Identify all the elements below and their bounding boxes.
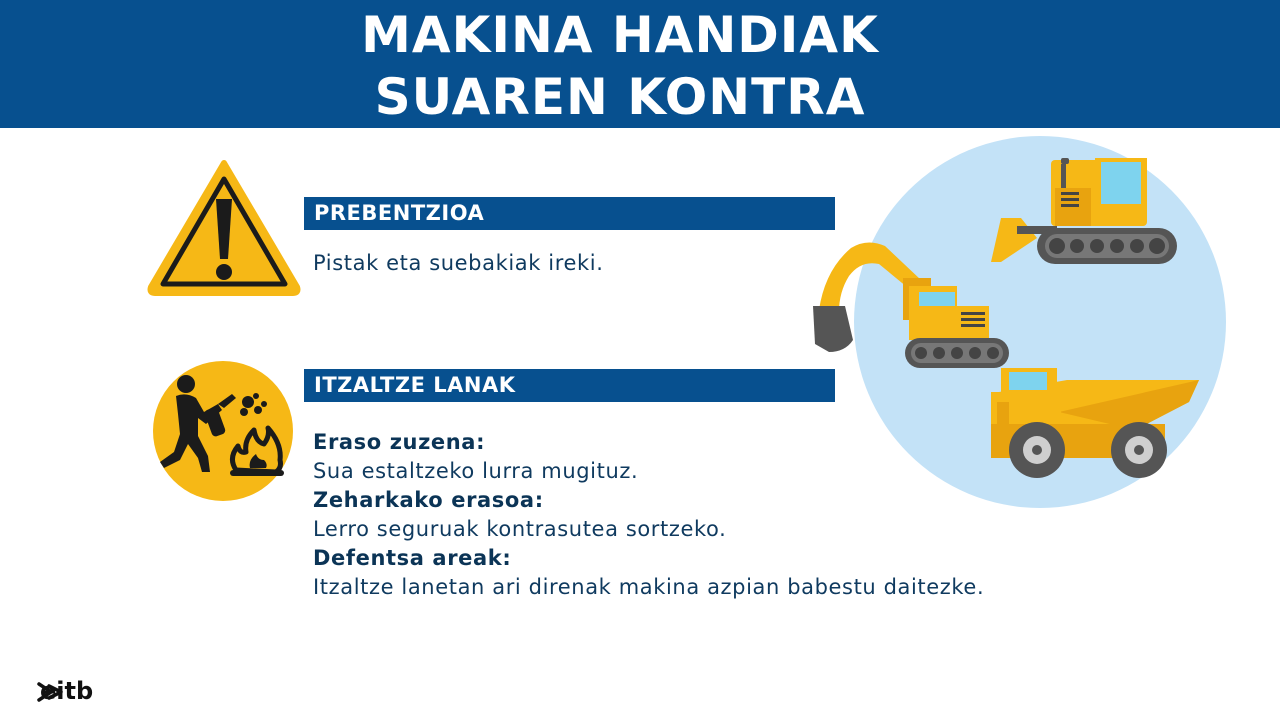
item-text-defense-areas: Itzaltze lanetan ari direnak makina azpian babestu daitezke. <box>313 575 985 599</box>
item-label-defense-areas: Defentsa areak: <box>313 546 512 570</box>
machinery-illustration <box>805 130 1245 520</box>
item-label-direct-attack: Eraso zuzena: <box>313 430 486 454</box>
item-label-indirect-attack: Zeharkako erasoa: <box>313 488 544 512</box>
title-banner <box>0 0 1280 128</box>
warning-icon <box>145 157 303 297</box>
firefighter-icon <box>152 360 294 502</box>
title-line-2: SUAREN KONTRA <box>374 68 866 126</box>
extinguish-heading: ITZALTZE LANAK <box>304 369 835 402</box>
eitb-logo-text: eitb <box>40 677 94 705</box>
title-line-1: MAKINA HANDIAK <box>361 6 879 64</box>
prevention-text: Pistak eta suebakiak ireki. <box>313 251 604 275</box>
item-text-direct-attack: Sua estaltzeko lurra mugituz. <box>313 459 639 483</box>
prevention-heading: PREBENTZIOA <box>304 197 835 230</box>
item-text-indirect-attack: Lerro seguruak kontrasutea sortzeko. <box>313 517 727 541</box>
